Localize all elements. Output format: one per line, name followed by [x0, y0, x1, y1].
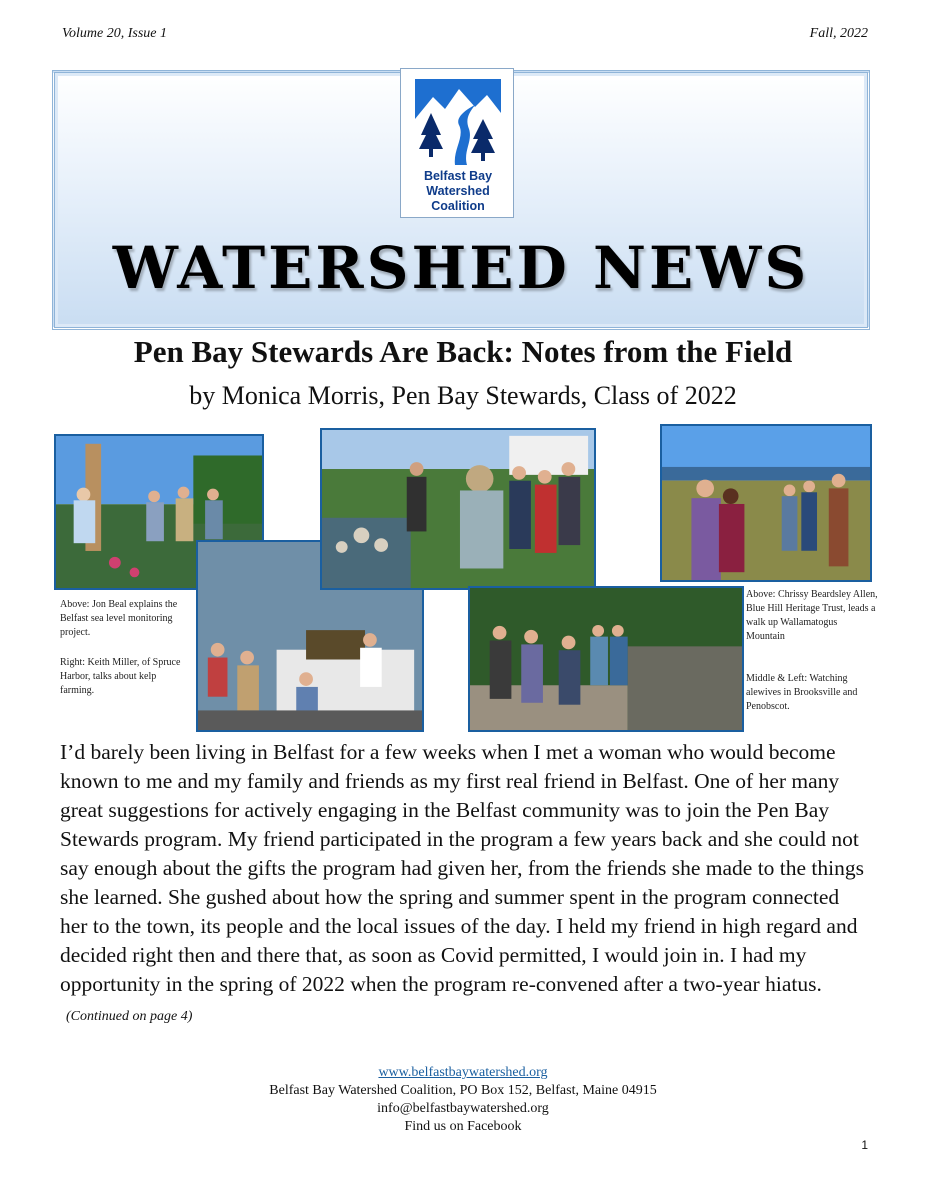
caption-wallamatogus: Above: Chrissy Beardsley Allen, Blue Hill Heritage Trust, leads a walk up Wallamatogus Mountain	[746, 589, 878, 642]
website-link[interactable]: www.belfastbaywatershed.org	[378, 1065, 548, 1080]
footer	[0, 1064, 926, 1136]
photo-alewives-penobscot	[468, 586, 744, 732]
article-headline: Pen Bay Stewards Are Back: Notes from the Field	[133, 334, 793, 369]
logo-line-2: Watershed	[426, 184, 490, 198]
mailing-address: Belfast Bay Watershed Coalition, PO Box 152, Belfast, Maine 04915	[269, 1083, 657, 1098]
caption-sea-level: Above: Jon Beal explains the Belfast sea level monitoring project.	[60, 599, 178, 638]
newsletter-title: WATERSHED NEWS	[112, 234, 810, 302]
email-address: info@belfastbaywatershed.org	[377, 1101, 549, 1116]
facebook-note: Find us on Facebook	[404, 1119, 522, 1134]
logo-line-1: Belfast Bay	[423, 169, 493, 183]
logo-mountain-tree-icon	[415, 79, 501, 165]
season-label: Fall, 2022	[809, 26, 868, 41]
photo-alewives-brooksville	[320, 428, 596, 590]
article-body	[60, 738, 870, 1031]
article-body-text: I’d barely been living in Belfast for a few weeks when I met a woman who would become known to me and my family and friends as my first real friend in Belfast. One of her many great suggestions for actively engaging in the Belfast community was to join the Pen Bay Stewards program. My friend participated in the program a few years back and she could not say enough about the gifts the program had given her, from the friends she made to the things she learned. She gushed about how the spring and summer spent in the program connected her to the town, its people and the local issues of the day. I held my friend in high regard and decided right then and there that, as soon as Covid permitted, I would join in. I had my opportunity in the spring of 2022 when the program re-convened after a two-year hiatus.	[60, 740, 864, 996]
logo-line-3: Coalition	[431, 199, 485, 213]
caption-alewives: Middle & Left: Watching alewives in Brooksville and Penobscot.	[746, 673, 858, 712]
page-number: 1	[861, 1138, 868, 1152]
coalition-logo	[400, 68, 514, 218]
article-byline: by Monica Morris, Pen Bay Stewards, Class of 2022	[189, 381, 737, 410]
logo-text	[401, 169, 515, 214]
issue-label: Volume 20, Issue 1	[62, 26, 167, 41]
caption-kelp-farming: Right: Keith Miller, of Spruce Harbor, talks about kelp farming.	[60, 657, 181, 696]
photo-wallamatogus-walk	[660, 424, 872, 582]
continued-note: (Continued on page 4)	[66, 1009, 193, 1024]
